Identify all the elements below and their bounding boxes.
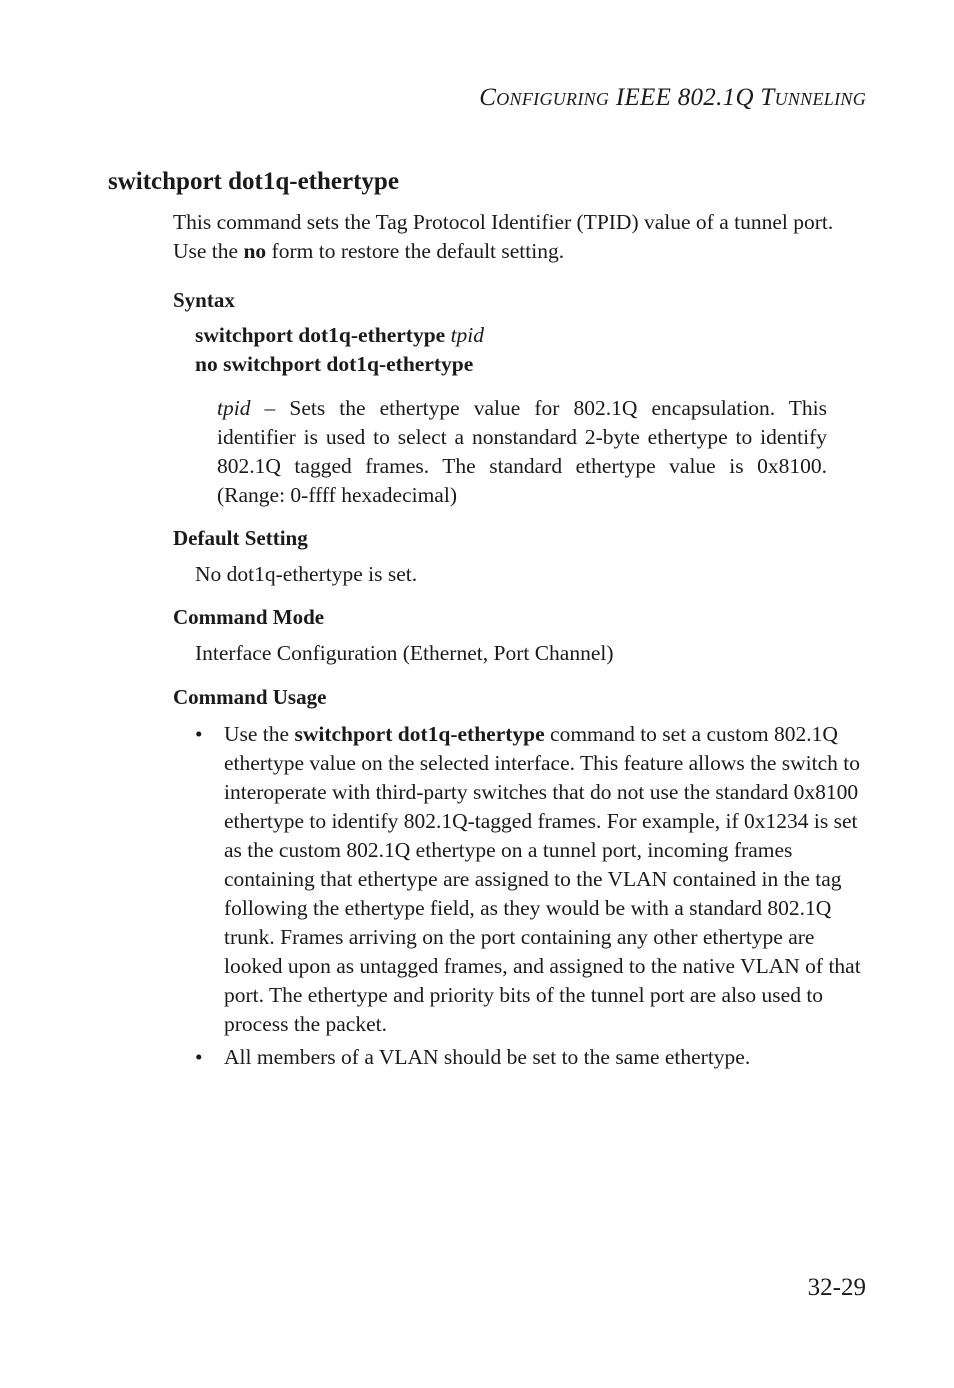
bullet-dot: • [195,722,203,746]
parameter-name: tpid [217,396,251,420]
usage-bullet-1-command: switchport dot1q-ethertype [294,722,545,746]
command-usage-heading: Command Usage [173,685,327,709]
default-setting-heading: Default Setting [173,526,308,550]
running-header-c: C [479,84,497,111]
intro-text-1: This command sets the Tag Protocol Identifier (TPID) value of a tunnel port. Use the [173,210,834,263]
syntax-line-2 [195,352,473,377]
usage-bullet-2-text: All members of a VLAN should be set to the same ethertype. [224,1045,751,1069]
usage-bullet-1-rest: command to set a custom 802.1Q ethertype value on the selected interface. This feature allows the switch to interoperate with third-party switches that do not use the standard 0x8100 ethertype to identify 802.1Q-tagged frames. For example, if 0x1234 is set as the custom 802.1Q ethertype on a tunnel port, incoming frames containing that ethertype are assigned to the VLAN contained in the tag following the ethertype field, as they would be with a standard 802.1Q trunk. Frames arriving on the port containing any other ethertype are looked upon as untagged frames, and assigned to the native VLAN of that port. The ethertype and priority bits of the tunnel port are also used to process the packet. [224,722,861,1036]
running-header-t: T [760,84,775,111]
running-header-sc2: UNNELING [774,89,866,109]
syntax-command: switchport dot1q-ethertype [195,323,446,347]
syntax-no-command: no switchport dot1q-ethertype [195,352,474,376]
syntax-argument: tpid [450,323,485,347]
syntax-heading: Syntax [173,288,235,312]
usage-bullet-1-lead: Use the [224,722,295,746]
running-header [479,84,866,112]
usage-bullet-2 [195,1043,867,1072]
page-number: 32-29 [807,1274,866,1301]
intro-text-2: form to restore the default setting. [266,239,565,263]
running-header-main: IEEE 802.1Q [615,84,761,111]
usage-bullet-1 [195,720,867,1039]
parameter-description [217,394,827,510]
running-header-sc1: ONFIGURING [496,89,610,109]
default-setting-text: No dot1q-ethertype is set. [195,562,418,586]
usage-bullet-1-text [224,720,867,1039]
intro-paragraph [173,208,863,266]
command-mode-text: Interface Configuration (Ethernet, Port Channel) [195,641,614,665]
section-title: switchport dot1q-ethertype [108,168,399,195]
parameter-text: – Sets the ethertype value for 802.1Q encapsulation. This identifier is used to select a nonstandard 2-byte ethertype to identify 802.1Q tagged frames. The standard ethertype value is 0x8100. (Range: 0-ffff hexadecimal) [217,396,827,507]
command-mode-heading: Command Mode [173,605,325,629]
bullet-dot: • [195,1045,203,1069]
intro-text-bold: no [243,239,267,263]
syntax-line-1 [195,323,484,348]
